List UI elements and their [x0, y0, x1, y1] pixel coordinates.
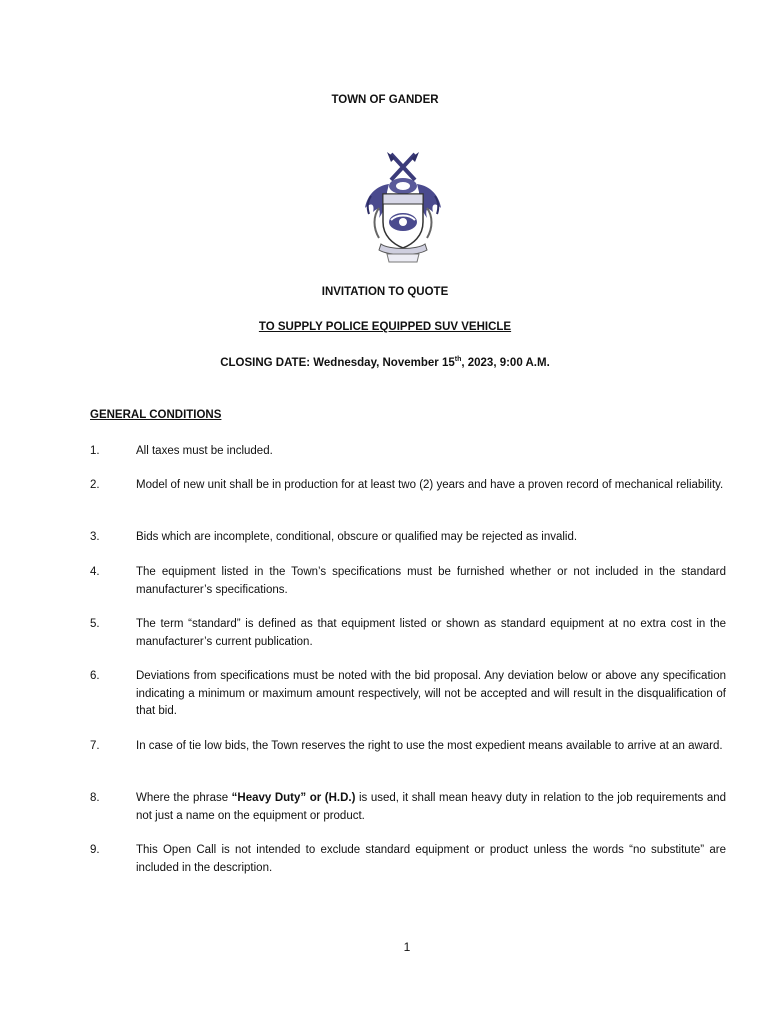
invitation-heading: INVITATION TO QUOTE — [321, 286, 449, 298]
condition-item — [90, 668, 726, 721]
condition-text: The term “standard” is defined as that equipment listed or shown as standard equipment at no extra cost in the manufacturer’s current publication. — [136, 618, 726, 648]
condition-item — [90, 738, 726, 756]
closing-date-ordinal: th — [454, 356, 462, 363]
condition-item — [90, 564, 726, 599]
condition-text: This Open Call is not intended to exclude standard equipment or product unless the words “no substitute” are included in the description. — [136, 844, 726, 874]
supply-heading: TO SUPPLY POLICE EQUIPPED SUV VEHICLE — [258, 321, 512, 333]
condition-text: Bids which are incomplete, conditional, obscure or qualified may be rejected as invalid. — [136, 531, 578, 543]
condition-item — [90, 443, 726, 461]
heavy-duty-term: “Heavy Duty” or (H.D.) — [231, 792, 356, 804]
closing-date-suffix: , 2023, 9:00 A.M. — [461, 356, 550, 369]
condition-item — [90, 529, 726, 547]
general-conditions-heading: GENERAL CONDITIONS — [90, 409, 222, 421]
condition-text: Model of new unit shall be in production for at least two (2) years and have a proven record of mechanical reliability. — [136, 479, 724, 491]
condition-item — [90, 790, 726, 825]
condition-text: The equipment listed in the Town’s specifications must be furnished whether or not included in the standard manufacturer’s specifications. — [136, 566, 726, 596]
condition-text-prefix: Where the phrase — [136, 792, 232, 804]
condition-item — [90, 477, 726, 495]
condition-text — [136, 790, 726, 825]
document-title: TOWN OF GANDER — [331, 94, 439, 106]
condition-text: Deviations from specifications must be noted with the bid proposal. Any deviation below or above any specification indicating a minimum or maximum amount respectively, will not be accepted and will result in the disqualification of that bid. — [136, 670, 726, 717]
condition-number: 9. — [90, 844, 100, 856]
closing-date-prefix: CLOSING DATE: Wednesday, November 15 — [220, 356, 455, 369]
condition-number: 7. — [90, 740, 100, 752]
condition-item — [90, 842, 726, 877]
condition-number: 2. — [90, 479, 100, 491]
town-crest-logo — [357, 150, 449, 265]
condition-number: 4. — [90, 566, 100, 578]
condition-number: 1. — [90, 445, 100, 457]
condition-number: 3. — [90, 531, 100, 543]
condition-text-suffix: is used, it shall mean heavy duty in relation to the job requirements and not just a name on the equipment or product. — [136, 792, 727, 822]
condition-text: All taxes must be included. — [136, 445, 273, 457]
condition-text: In case of tie low bids, the Town reserves the right to use the most expedient means available to arrive at an award. — [136, 740, 723, 752]
page-number: 1 — [403, 940, 411, 954]
condition-number: 6. — [90, 670, 100, 682]
condition-item — [90, 616, 726, 651]
condition-number: 5. — [90, 618, 100, 630]
condition-number: 8. — [90, 792, 100, 804]
closing-date — [0, 356, 770, 369]
